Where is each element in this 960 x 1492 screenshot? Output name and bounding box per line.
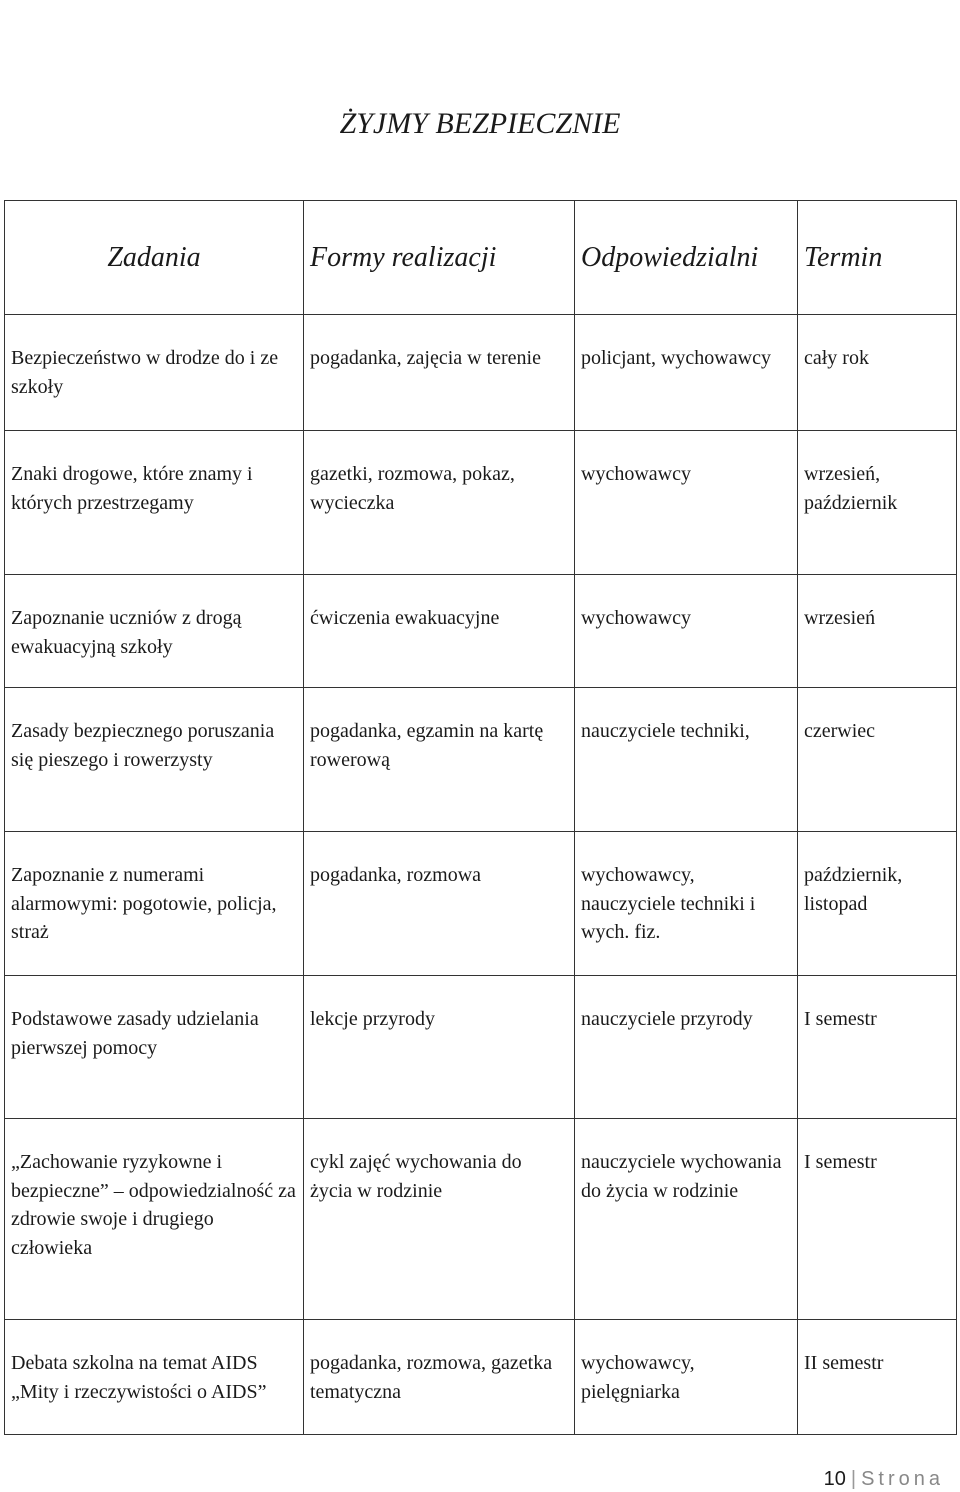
cell-task: Bezpieczeństwo w drodze do i ze szkoły <box>5 315 304 431</box>
header-forms: Formy realizacji <box>304 201 575 315</box>
cell-responsible: nauczyciele wychowania do życia w rodzinie <box>575 1119 798 1320</box>
header-responsible: Odpowiedzialni <box>575 201 798 315</box>
cell-task: Podstawowe zasady udzielania pierwszej pomocy <box>5 976 304 1119</box>
cell-form: pogadanka, rozmowa <box>304 832 575 976</box>
table-row <box>5 976 957 1119</box>
cell-term: I semestr <box>798 1119 957 1320</box>
cell-term: cały rok <box>798 315 957 431</box>
table-row <box>5 832 957 976</box>
cell-term: czerwiec <box>798 688 957 832</box>
cell-form: gazetki, rozmowa, pokaz, wycieczka <box>304 431 575 575</box>
cell-term: I semestr <box>798 976 957 1119</box>
table-row <box>5 1320 957 1435</box>
footer-separator: | <box>850 1468 857 1490</box>
cell-task: Znaki drogowe, które znamy i których przestrzegamy <box>5 431 304 575</box>
cell-task: Debata szkolna na temat AIDS „Mity i rzeczywistości o AIDS” <box>5 1320 304 1435</box>
cell-responsible: nauczyciele przyrody <box>575 976 798 1119</box>
cell-task: Zasady bezpiecznego poruszania się pieszego i rowerzysty <box>5 688 304 832</box>
cell-responsible: wychowawcy <box>575 575 798 688</box>
cell-responsible: wychowawcy, pielęgniarka <box>575 1320 798 1435</box>
table-row <box>5 1119 957 1320</box>
page-number: 10 <box>823 1468 846 1490</box>
cell-responsible: nauczyciele techniki, <box>575 688 798 832</box>
cell-form: cykl zajęć wychowania do życia w rodzinie <box>304 1119 575 1320</box>
cell-form: pogadanka, rozmowa, gazetka tematyczna <box>304 1320 575 1435</box>
table-row <box>5 688 957 832</box>
table-row <box>5 431 957 575</box>
page-word: Strona <box>861 1468 944 1490</box>
table-row <box>5 315 957 431</box>
cell-form: pogadanka, egzamin na kartę rowerową <box>304 688 575 832</box>
cell-task: „Zachowanie ryzykowne i bezpieczne” – odpowiedzialność za zdrowie swoje i drugiego człowieka <box>5 1119 304 1320</box>
cell-form: ćwiczenia ewakuacyjne <box>304 575 575 688</box>
cell-responsible: wychowawcy <box>575 431 798 575</box>
cell-responsible: wychowawcy, nauczyciele techniki i wych. fiz. <box>575 832 798 976</box>
cell-term: wrzesień <box>798 575 957 688</box>
cell-term: II semestr <box>798 1320 957 1435</box>
cell-responsible: policjant, wychowawcy <box>575 315 798 431</box>
page-footer <box>824 1466 944 1492</box>
header-term: Termin <box>798 201 957 315</box>
header-tasks: Zadania <box>5 201 304 315</box>
table-header-row <box>5 201 957 315</box>
table-row <box>5 575 957 688</box>
cell-term: wrzesień, październik <box>798 431 957 575</box>
cell-form: lekcje przyrody <box>304 976 575 1119</box>
document-title: ŻYJMY BEZPIECZNIE <box>339 107 621 140</box>
plan-table <box>4 200 957 1435</box>
cell-term: październik, listopad <box>798 832 957 976</box>
cell-task: Zapoznanie uczniów z drogą ewakuacyjną szkoły <box>5 575 304 688</box>
cell-task: Zapoznanie z numerami alarmowymi: pogotowie, policja, straż <box>5 832 304 976</box>
cell-form: pogadanka, zajęcia w terenie <box>304 315 575 431</box>
